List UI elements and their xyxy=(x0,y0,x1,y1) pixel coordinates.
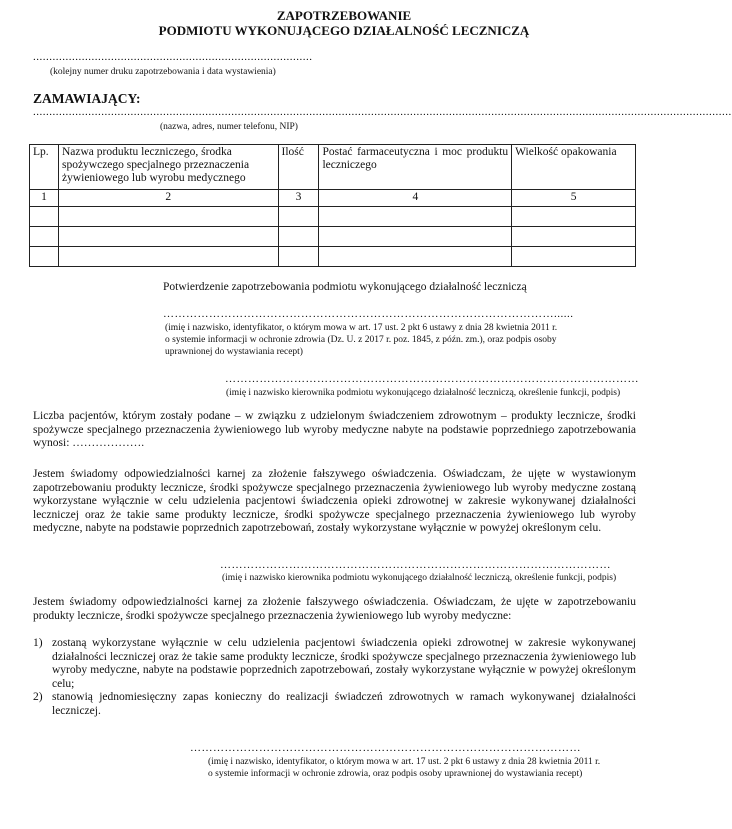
table-header-row xyxy=(30,145,636,190)
declaration-2-intro: Jestem świadomy odpowiedzialności karnej za złożenie fałszywego oświadczenia. Oświadczam, że ujęte w zapotrzebowaniu produkty lecznicze, środki spożywcze specjalnego przeznaczenia żywieniowego lub wyroby medyczne: xyxy=(33,596,636,622)
table-cell[interactable] xyxy=(278,207,319,227)
declaration-2-signature-dots[interactable]: ………………………………………………………………………………………… xyxy=(190,742,581,754)
table-row xyxy=(30,247,636,267)
table-cell[interactable] xyxy=(58,247,278,267)
table-cell[interactable] xyxy=(58,207,278,227)
table-cell[interactable] xyxy=(278,247,319,267)
table-cell[interactable] xyxy=(30,227,59,247)
document-title-line2: PODMIOTU WYKONUJĄCEGO DZIAŁALNOŚĆ LECZNICZĄ xyxy=(158,23,530,38)
declaration-1-text: Jestem świadomy odpowiedzialności karnej za złożenie fałszywego oświadczenia. Oświadczam, że ujęte w wystawionym zapotrzebowaniu produkty lecznicze, środki spożywcze specjalnego przeznaczenia żywieniowego lub wyroby medyczne zostaną wykorzystane wyłącznie w celu udzielenia pacjentowi świadczenia opieki zdrowotnej w zakresie wykonywanej działalności leczniczej oraz że takie same produkty lecznicze, środki spożywcze specjalnego przeznaczenia żywieniowego lub wyroby medyczne, nabyte na podstawie poprzednich zapotrzebowań, zostały wykorzystane wyłącznie w powyżej określonym celu. xyxy=(33,468,636,535)
column-number: 3 xyxy=(278,190,319,207)
prescriber-signature-dots[interactable]: …………………………………………………………………………………………...... xyxy=(163,308,574,320)
order-table xyxy=(29,144,636,267)
declaration-2-caption xyxy=(208,756,600,780)
serial-caption: (kolejny numer druku zapotrzebowania i data wystawienia) xyxy=(50,67,276,77)
header-lp: Lp. xyxy=(30,145,59,190)
table-row xyxy=(30,207,636,227)
orderer-caption: (nazwa, adres, numer telefonu, NIP) xyxy=(160,122,298,132)
prescriber-caption xyxy=(165,322,557,358)
table-cell[interactable] xyxy=(512,227,636,247)
table-cell[interactable] xyxy=(512,207,636,227)
list-item xyxy=(33,691,636,718)
orderer-label: ZAMAWIAJĄCY: xyxy=(33,91,141,106)
caption-line: (imię i nazwisko, identyfikator, o którym mowa w art. 17 ust. 2 pkt 6 ustawy z dnia 28 kwietnia 2011 r. xyxy=(208,757,601,767)
table-cell[interactable] xyxy=(512,247,636,267)
serial-dots[interactable]: ...................................................................................... xyxy=(33,51,313,63)
declaration-1-signature-dots[interactable]: ………………………………………………………………………………………… xyxy=(220,559,611,571)
column-number: 4 xyxy=(319,190,512,207)
table-number-row xyxy=(30,190,636,207)
document-title-line1: ZAPOTRZEBOWANIE xyxy=(276,8,412,23)
table-cell[interactable] xyxy=(319,207,512,227)
table-cell[interactable] xyxy=(30,247,59,267)
table-row xyxy=(30,227,636,247)
caption-line: o systemie informacji w ochronie zdrowia (Dz. U. z 2017 r. poz. 1845, z późn. zm.), oraz podpis osoby xyxy=(165,335,557,345)
caption-line: o systemie informacji w ochronie zdrowia, oraz podpis osoby uprawnionej do wystawiania recept) xyxy=(208,769,583,779)
manager-caption: (imię i nazwisko kierownika podmiotu wykonującego działalność leczniczą, określenie funkcji, podpis) xyxy=(226,388,621,398)
column-number: 1 xyxy=(30,190,59,207)
header-package-size: Wielkość opakowania xyxy=(512,145,636,190)
list-item-text: zostaną wykorzystane wyłącznie w celu udzielenia pacjentowi świadczenia opieki zdrowotnej w zakresie wykonywanej działalności leczniczej oraz że takie same produkty lecznicze, środki spożywcze specjalnego przeznaczenia żywieniowego lub wyroby medyczne, nabyte na podstawie poprzednich zapotrzebowań, zostały wykorzystane wyłącznie w powyżej określonym celu; xyxy=(52,637,636,690)
declaration-1-caption: (imię i nazwisko kierownika podmiotu wykonującego działalność leczniczą, określenie funkcji, podpis) xyxy=(222,573,617,583)
list-marker: 1) xyxy=(33,637,43,649)
table-cell[interactable] xyxy=(319,247,512,267)
table-cell[interactable] xyxy=(58,227,278,247)
caption-line: uprawnionej do wystawiania recept) xyxy=(165,347,303,357)
table-cell[interactable] xyxy=(278,227,319,247)
table-cell[interactable] xyxy=(30,207,59,227)
list-marker: 2) xyxy=(33,691,43,704)
list-item xyxy=(33,637,636,691)
patients-count-text: Liczba pacjentów, którym zostały podane – w związku z udzielonym świadczeniem zdrowotnym – produkty lecznicze, środki spożywcze specjalnego przeznaczenia żywieniowego lub wyroby medyczne nabyte na podstawie poprzedniego zapotrzebowania wynosi: ………………. xyxy=(33,410,636,450)
list-item-text: stanowią jednomiesięczny zapas konieczny do realizacji świadczeń zdrowotnych w ramach wykonywanej działalności leczniczej. xyxy=(52,691,636,717)
header-quantity: Ilość xyxy=(278,145,319,190)
header-product-name: Nazwa produktu leczniczego, środka spożywczego specjalnego przeznaczenia żywieniowego lub wyrobu medycznego xyxy=(58,145,278,190)
caption-line: (imię i nazwisko, identyfikator, o którym mowa w art. 17 ust. 2 pkt 6 ustawy z dnia 28 kwietnia 2011 r. xyxy=(165,323,558,333)
orderer-dots[interactable]: ....................................................................................................................................................................................................................... xyxy=(33,106,732,118)
confirmation-heading: Potwierdzenie zapotrzebowania podmiotu wykonującego działalność leczniczą xyxy=(163,281,527,293)
declaration-2-list xyxy=(33,637,636,719)
header-form-strength: Postać farmaceutyczna i moc produktu leczniczego xyxy=(319,145,512,190)
manager-signature-dots[interactable]: ……………………………………………………………………………………………… xyxy=(225,373,639,385)
table-cell[interactable] xyxy=(319,227,512,247)
column-number: 5 xyxy=(512,190,636,207)
column-number: 2 xyxy=(58,190,278,207)
